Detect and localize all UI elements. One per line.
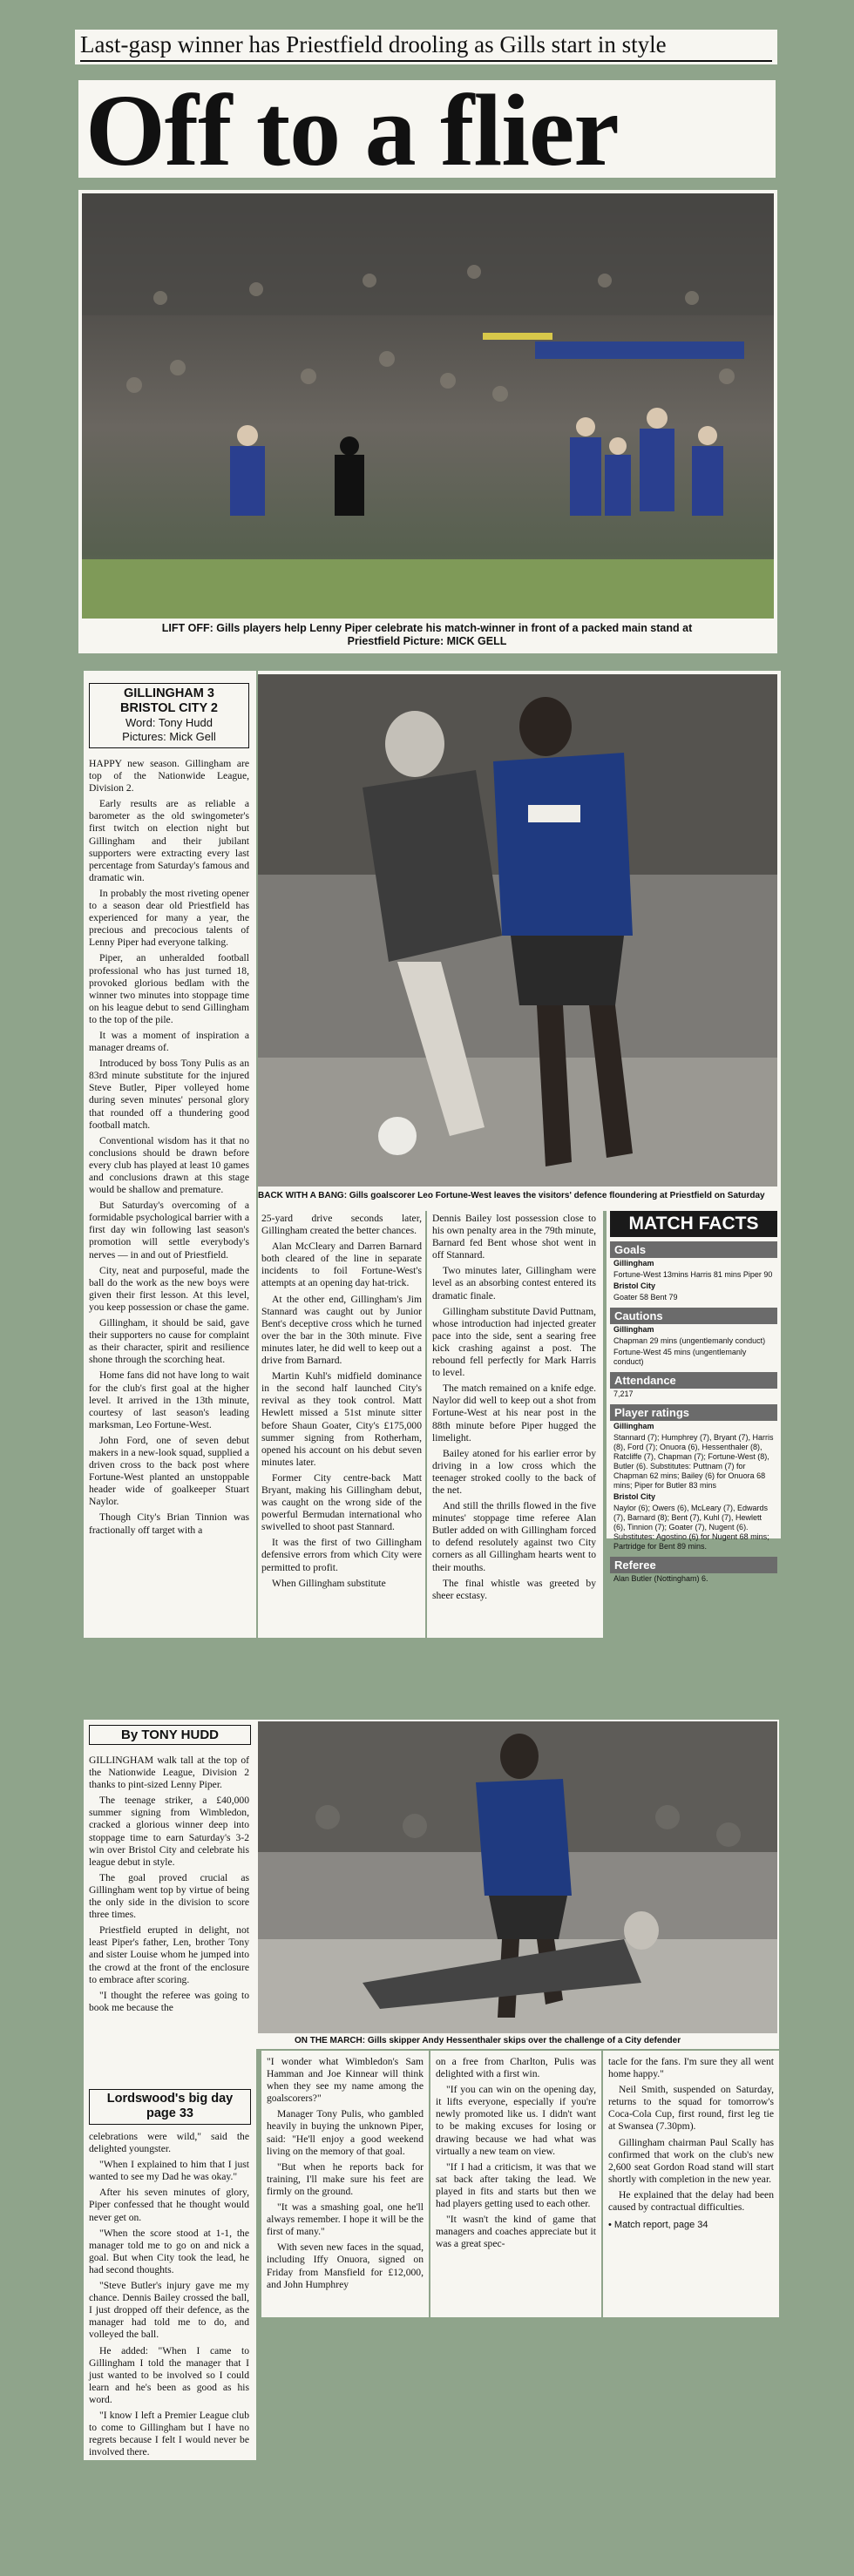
match-facts-line xyxy=(610,1573,777,1585)
story1-c1-p8: But Saturday's overcoming of a formidable psychological barrier with a first day win following last season's promotion will settle everybody's nerves — in and out of Priestfield. xyxy=(89,1200,249,1261)
story1-c2-p4: Martin Kuhl's midfield dominance in the second half launched City's revival as they took control. Matt Hewlett missed a 51st minute sitter before Shaun Goater, City's £175,000 summer signing from Rotherham, opened his account on his debut seven minutes later. xyxy=(261,1370,422,1468)
refbox-page: page 33 xyxy=(146,2106,193,2120)
match-facts-text: Fortune-West 13mins Harris 81 mins Piper 90 xyxy=(613,1270,773,1279)
story1-c2-p3: At the other end, Gillingham's Jim Stannard was caught out by Junior Bent's deceptive cross which he turned over the bar in the 30th minute. Five minutes later, he did well to keep out a drive from Barnard. xyxy=(261,1293,422,1367)
match-facts-line xyxy=(610,1335,777,1347)
story1-pictures-credit: Pictures: Mick Gell xyxy=(122,730,216,743)
story2-c1-p3: After his seven minutes of glory, Piper confessed that he thought would never get on. xyxy=(89,2187,249,2223)
photo3-caption-lead: ON THE MARCH: xyxy=(295,2036,366,2045)
refbox xyxy=(89,2089,251,2125)
main-headline: Off to a flier xyxy=(85,73,619,187)
story2-c3-p3: "If I had a criticism, it was that we sat back after taking the lead. We played in fits and starts but then we had players getting used to each other. xyxy=(436,2160,596,2210)
match-facts-heading: Referee xyxy=(610,1557,777,1573)
story1-c2-p5: Former City centre-back Matt Bryant, making his Gillingham debut, was caught on the wrong side of the powerful Bermudan international who swivelled to shoot past Stannard. xyxy=(261,1471,422,1533)
photo1-panel xyxy=(78,190,777,653)
fortune-west-photo xyxy=(258,674,777,1187)
story1-column-2 xyxy=(261,1213,422,1636)
hessenthaler-photo xyxy=(258,1721,777,2033)
match-facts-line xyxy=(610,1503,777,1552)
photo3-panel xyxy=(256,1720,779,2049)
story2-c4-p1: tacle for the fans. I'm sure they all went home happy." xyxy=(608,2056,774,2080)
match-facts-line xyxy=(610,1324,777,1335)
story2-c2-p3: "But when he reports back for training, I'll make sure his feet are firmly on the ground. xyxy=(267,2160,424,2197)
story2-c2-p5: With seven new faces in the squad, including Iffy Onuora, signed on Friday from Mansfield for £12,000, and John Humphrey xyxy=(267,2241,424,2290)
match-facts-heading: Goals xyxy=(610,1241,777,1258)
match-facts-text: Chapman 29 mins (ungentlemanly conduct) xyxy=(613,1336,766,1345)
photo2-caption-lead: BACK WITH A BANG: xyxy=(258,1191,348,1200)
photo2-caption-text: Gills goalscorer Leo Fortune-West leaves the visitors' defence floundering at Priestfield on Saturday xyxy=(349,1191,765,1200)
match-facts-team: Bristol City xyxy=(613,1492,656,1501)
refbox-title: Lordswood's big day xyxy=(106,2092,234,2106)
kicker-strip xyxy=(75,30,777,64)
story1-c1-p13: Though City's Brian Tinnion was fractionally off target with a xyxy=(89,1511,249,1536)
story2-i-p1: GILLINGHAM walk tall at the top of the Nationwide League, Division 2 thanks to pint-sized Lenny Piper. xyxy=(89,1755,249,1791)
story1-c1-p1: HAPPY new season. Gillingham are top of the Nationwide League, Division 2. xyxy=(89,758,249,794)
story2-i-p2: The teenage striker, a £40,000 summer signing from Wimbledon, cracked a glorious winner deep into stoppage time to earn Saturday's 3-2 win over Bristol City and celebrate his league debut in style. xyxy=(89,1795,249,1868)
match-facts-text: Naylor (6); Owers (6), McLeary (7), Edwards (7), Barnard (8); Bent (7), Kuhl (7), Hewlett (6), Tinnion (7); Goater (7), Nugent (6). Substitutes: Agostino (6) for Nugent 68 mins; Partridge for Bent 89 mins. xyxy=(613,1504,769,1551)
match-facts-line xyxy=(610,1281,777,1292)
story2-column-2 xyxy=(267,2056,424,2314)
story1-c3-p3: Gillingham substitute David Puttnam, whose introduction had injected greater pace into the side, sent a searing free kick crashing against a post. The rebound fell perfectly for Mark Harris to level. xyxy=(432,1305,596,1379)
story1-c2-p1: 25-yard drive seconds later, Gillingham created the better chances. xyxy=(261,1213,422,1237)
story1-c1-p5: It was a moment of inspiration a manager dreams of. xyxy=(89,1029,249,1054)
match-facts-line xyxy=(610,1347,777,1368)
story1-c1-p3: In probably the most riveting opener to a season dear old Priestfield has experienced for many a year, the precious and precocious talents of Lenny Piper had everyone talking. xyxy=(89,887,249,949)
story2-intro-column xyxy=(89,1755,249,2080)
match-facts-text: 7,217 xyxy=(613,1389,634,1398)
match-facts-line xyxy=(610,1292,777,1303)
kicker-rule xyxy=(80,60,772,62)
match-facts-line xyxy=(610,1269,777,1281)
match-facts-sections xyxy=(610,1241,777,1585)
match-facts-team: Bristol City xyxy=(613,1281,656,1290)
story1-c1-p2: Early results are as reliable a barometer as the old swingometer's first twitch on election night but Gillingham and their jubilant supporters were extracting every last percentage from Saturday's famous and dramatic win. xyxy=(89,798,249,883)
story1-header-box xyxy=(89,683,249,748)
story2-i-p5: "I thought the referee was going to book me because the xyxy=(89,1989,249,2013)
story2-col3-panel xyxy=(430,2051,601,2317)
story2-c1-p2: "When I explained to him that I just wanted to see my Dad he was okay." xyxy=(89,2159,249,2183)
story1-c1-p7: Conventional wisdom has it that no conclusions should be drawn before every club has played at least 10 games and conclusions drawn at this stage would be shallow and premature. xyxy=(89,1134,249,1196)
story2-col4-panel xyxy=(603,2051,779,2317)
match-facts-team: Gillingham xyxy=(613,1422,654,1430)
story2-c4-p3: Gillingham chairman Paul Scally has confirmed that work on the club's new 2,600 seat Gordon Road stand will start shortly with completion in the new year. xyxy=(608,2136,774,2185)
match-facts-text: Alan Butler (Nottingham) 6. xyxy=(613,1574,708,1583)
match-facts-text: Fortune-West 45 mins (ungentlemanly conduct) xyxy=(613,1348,747,1366)
story2-c4-p2: Neil Smith, suspended on Saturday, returns to the squad for tomorrow's Coca-Cola Cup, first round, first leg tie at Swansea (7.30pm). xyxy=(608,2084,774,2133)
story2-c1-p5: "Steve Butler's injury gave me my chance. Dennis Bailey crossed the ball, I just dropped off their defence, as the manager had told me to do, and volleyed the ball. xyxy=(89,2280,249,2341)
story2-column-4 xyxy=(608,2056,774,2314)
match-facts-heading: Player ratings xyxy=(610,1404,777,1421)
match-facts-heading: Cautions xyxy=(610,1308,777,1324)
photo2-caption xyxy=(258,1190,777,1201)
photo1-credit: Picture: MICK GELL xyxy=(403,635,507,647)
story1-col1-panel xyxy=(84,671,256,1638)
photo3-caption-text: Gills skipper Andy Hessenthaler skips over the challenge of a City defender xyxy=(367,2036,681,2045)
story2-c4-p4: He explained that the delay had been caused by contractual difficulties. xyxy=(608,2188,774,2214)
match-facts-team: Gillingham xyxy=(613,1259,654,1268)
story2-col2-panel xyxy=(261,2051,429,2317)
match-facts-box xyxy=(610,1211,777,1583)
story2-c3-p2: "If you can win on the opening day, it lifts everyone, especially if you're newly promoted like us. I didn't want to be making excuses for losing or drawing because we had what was virtually a new team on view. xyxy=(436,2084,596,2157)
story2-byline: By TONY HUDD xyxy=(121,1727,219,1742)
match-facts-title: MATCH FACTS xyxy=(610,1211,777,1237)
story1-c2-p7: When Gillingham substitute xyxy=(272,1577,386,1589)
photo2-panel xyxy=(258,671,781,1211)
story2-c2-p2: Manager Tony Pulis, who gambled heavily in buying the unknown Piper, said: "He'll enjoy a good weekend living on the memory of that goal. xyxy=(267,2108,424,2157)
photo1-caption-text: Gills players help Lenny Piper celebrate his match-winner in front of a packed main stand at Priestfield xyxy=(216,622,693,647)
match-facts-line xyxy=(610,1421,777,1432)
match-facts-heading: Attendance xyxy=(610,1372,777,1389)
story1-c1-p9: City, neat and purposeful, made the ball do the work as the new boys were given their first lesson. At this level, you keep possession or chase the game. xyxy=(89,1264,249,1313)
photo3-caption xyxy=(295,2035,774,2046)
story2-c2-p1: "I wonder what Wimbledon's Sam Hamman and Joe Kinnear will think when they see my name among the goalscorers?" xyxy=(267,2056,424,2105)
celebration-photo xyxy=(82,193,774,619)
match-facts-line xyxy=(610,1432,777,1491)
team-home: GILLINGHAM 3 xyxy=(124,686,214,700)
story1-c3-p2: Two minutes later, Gillingham were level as an absorbing contest entered its dramatic finale. xyxy=(432,1265,596,1302)
photo1-caption xyxy=(157,622,697,648)
headline-strip xyxy=(78,73,776,187)
story1-column-1 xyxy=(89,758,249,1633)
story2-column-1 xyxy=(89,2131,249,2457)
story1-c2-p2: Alan McCleary and Darren Barnard both cleared of the line in separate incidents to foil Fortune-West's attempts at an opening day hat-trick. xyxy=(261,1241,422,1289)
story1-c1-p10: Gillingham, it should be said, gave their supporters no cause for complaint as their character, spirit and resilience shone through the scorching heat. xyxy=(89,1317,249,1366)
story2-intro-panel xyxy=(84,1720,256,2086)
story2-column-3 xyxy=(436,2056,596,2314)
story2-c1-p4: "When the score stood at 1-1, the manager told me to go on and nick a goal. But when City took the lead, he had second thoughts. xyxy=(89,2227,249,2275)
match-facts-line xyxy=(610,1258,777,1269)
story1-column-3 xyxy=(432,1213,596,1636)
story1-c3-p1: Dennis Bailey lost possession close to his own penalty area in the 79th minute, Barnard fed Bent whose shot went in off Stannard. xyxy=(432,1213,596,1261)
match-facts-team: Gillingham xyxy=(613,1325,654,1334)
match-facts-text: Goater 58 Bent 79 xyxy=(613,1293,678,1302)
story2-c1-p7: "I know I left a Premier League club to come to Gillingham but I have no regrets because I felt I would never be involved there. xyxy=(89,2409,249,2458)
team-away: BRISTOL CITY 2 xyxy=(120,701,218,715)
photo1-caption-lead: LIFT OFF: xyxy=(161,622,214,634)
story1-c1-p11: Home fans did not have long to wait for the club's first goal at the higher level. It arrived in the 13th minute, courtesy of last season's leading marksman, Leo Fortune-West. xyxy=(89,1369,249,1430)
story1-col2-panel xyxy=(258,1211,425,1638)
match-report-ref: • Match report, page 34 xyxy=(608,2220,708,2231)
story2-c3-p4: "It wasn't the kind of game that managers and coaches appreciate but it was a great spec- xyxy=(436,2214,596,2250)
story2-c2-p4: "It was a smashing goal, one he'll always remember. I hope it will be the first of many." xyxy=(267,2201,424,2238)
match-facts-line xyxy=(610,1491,777,1503)
story2-col1-panel xyxy=(84,2086,256,2460)
story1-c2-p6: It was the first of two Gillingham defensive errors from which City were permitted to profit. xyxy=(261,1537,422,1573)
story2-i-p4: Priestfield erupted in delight, not least Piper's father, Len, brother Tony and sister Louise whom he jumped into the crowd at the front of the enclosure to embrace after scoring. xyxy=(89,1924,249,1985)
match-facts-panel xyxy=(607,1207,781,1583)
story2-byline-box xyxy=(89,1725,251,1745)
story1-c1-p12: John Ford, one of seven debut makers in a new-look squad, supplied a driven cross to the back post where Fortune-West planted an unstoppable header wide of goalkeeper Stuart Naylor. xyxy=(89,1434,249,1508)
story1-c1-p6: Introduced by boss Tony Pulis as an 83rd minute substitute for the injured Steve Butler, Piper volleyed home during seven minutes' personal glory that rounded off a thundering good football match. xyxy=(89,1058,249,1131)
story1-c3-p6: And still the thrills flowed in the five minutes' stoppage time referee Alan Butler added on with Gillingham forced to defend resolutely against two City corners as all Gillingham hearts went to their mouths. xyxy=(432,1500,596,1573)
story1-c3-p7: The final whistle was greeted by sheer ecstasy. xyxy=(432,1577,596,1601)
story2-c1-p6: He added: "When I came to Gillingham I told the manager that I just wanted to be involved so I could learn and he's been as good as his word. xyxy=(89,2344,249,2405)
story2-c1-p1: celebrations were wild," said the delighted youngster. xyxy=(89,2131,249,2155)
story1-col3-panel xyxy=(427,1211,603,1638)
story1-c3-p4: The match remained on a knife edge. Naylor did well to keep out a shot from Fortune-West at his near post in the 88th minute before Piper hugged the limelight. xyxy=(432,1383,596,1444)
kicker-headline: Last-gasp winner has Priestfield drooling as Gills start in style xyxy=(80,31,667,57)
story2-i-p3: The goal proved crucial as Gillingham went top by virtue of being the only side in the division to score three times. xyxy=(89,1871,249,1921)
story1-c3-p5: Bailey atoned for his earlier error by driving in a low cross which the teenager stroked coolly to the back of the net. xyxy=(432,1447,596,1496)
story1-c1-p4: Piper, an unheralded football professional who has just turned 18, provoked glorious bedlam with the winner two minutes into stoppage time on his league debut to send Gillingham to the top of the pile. xyxy=(89,952,249,1025)
story2-c3-p1: on a free from Charlton, Pulis was delighted with a first win. xyxy=(436,2056,596,2080)
match-facts-line xyxy=(610,1389,777,1400)
match-facts-text: Stannard (7); Humphrey (7), Bryant (7), Harris (8), Ford (7); Onuora (6), Hessenthaler (8), Ratcliffe (7), Chapman (7); Fortune-West (8), Butler (6). Substitutes: Puttnam (7) for Chapman 62 mins; Bailey (6) for Onuora 68 mins; Piper for Butler 83 mins xyxy=(613,1433,774,1490)
story1-word-credit: Word: Tony Hudd xyxy=(125,716,213,729)
